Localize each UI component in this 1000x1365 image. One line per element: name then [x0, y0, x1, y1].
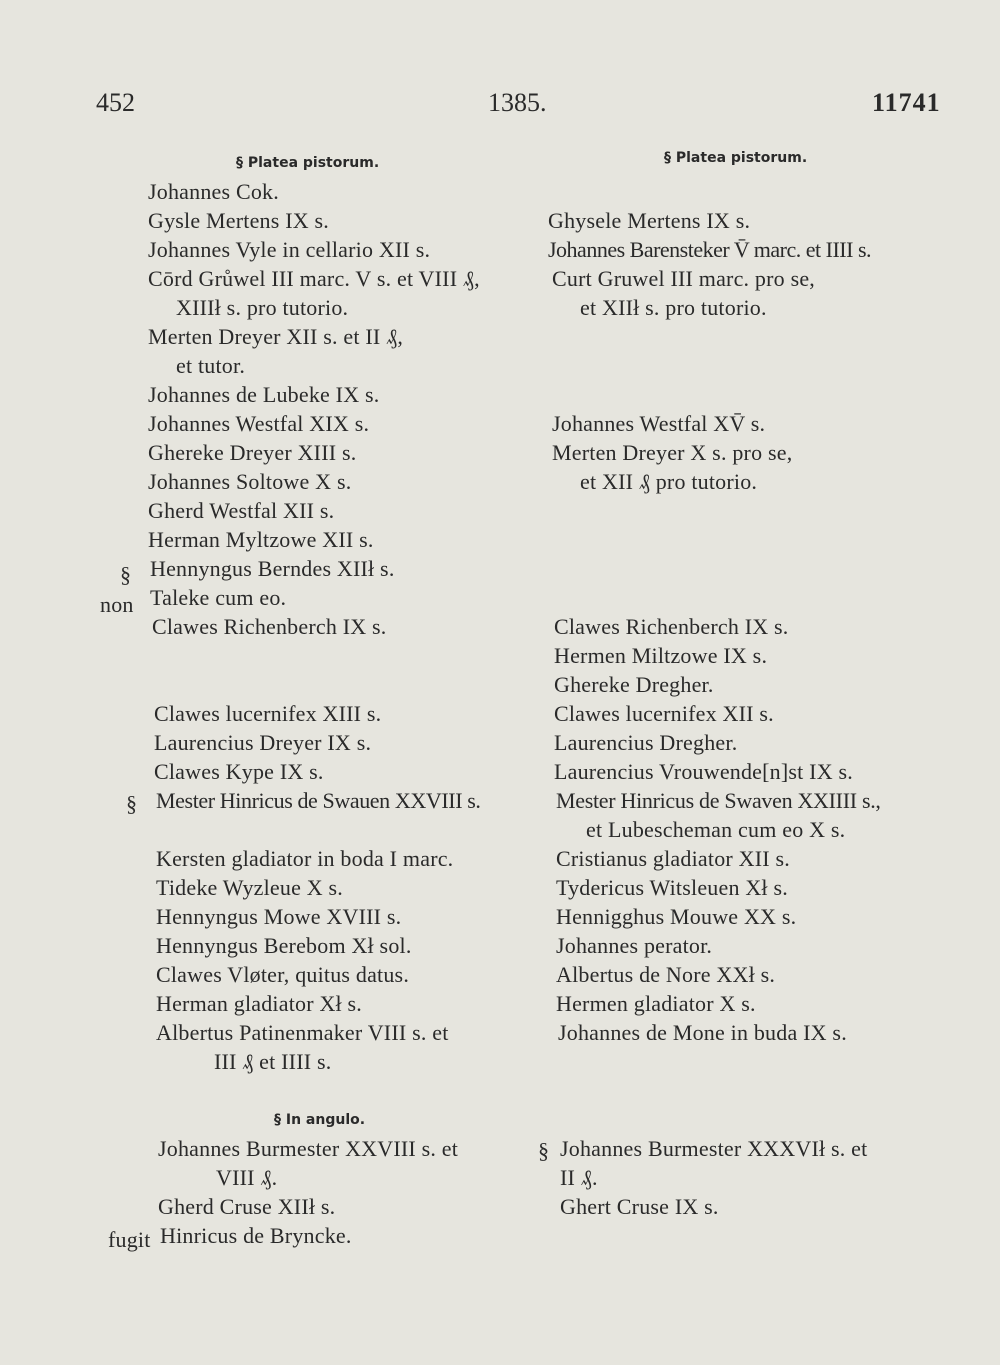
left-entry: et tutor.	[176, 353, 246, 378]
left-entry: Gherd Westfal XII s.	[148, 498, 335, 523]
section-heading-right: § Platea pistorum.	[664, 150, 808, 166]
left-entry: Laurencius Dreyer IX s.	[154, 730, 372, 755]
right-entry: Johannes Burmester XXXVIł s. et	[560, 1136, 868, 1161]
left-entry: Hennyngus Berndes XIIł s.	[150, 556, 395, 581]
left-entry: Merten Dreyer XII s. et II ₰,	[148, 324, 404, 349]
section-heading-in-angulo: § In angulo.	[274, 1112, 366, 1128]
left-entry: Tideke Wyzleue X s.	[156, 875, 344, 900]
left-entry: Clawes lucernifex XIII s.	[154, 701, 382, 726]
margin-mark-section: §	[120, 562, 132, 587]
left-entry: Hennyngus Berebom Xł sol.	[156, 933, 412, 958]
margin-mark-section: §	[126, 791, 138, 816]
left-entry: XIIIł s. pro tutorio.	[176, 295, 349, 320]
left-entry: Mester Hinricus de Swauen XXVIII s.	[156, 788, 481, 813]
right-entry: Johannes perator.	[556, 933, 713, 958]
left-entry: Gysle Mertens IX s.	[148, 208, 329, 233]
left-entry: Johannes Burmester XXVIII s. et	[158, 1136, 459, 1161]
right-entry: Clawes lucernifex XII s.	[554, 701, 774, 726]
right-entry: II ₰.	[560, 1165, 598, 1190]
left-entry: Herman Myltzowe XII s.	[148, 527, 374, 552]
right-entry: Johannes Barensteker V̄ marc. et IIII s.	[548, 237, 872, 262]
right-entry: Laurencius Dregher.	[554, 730, 738, 755]
right-entry: Tydericus Witsleuen Xł s.	[556, 875, 788, 900]
right-entry: Hennigghus Mouwe XX s.	[556, 904, 797, 929]
left-entry: Ghereke Dreyer XIII s.	[148, 440, 357, 465]
year-heading: 1385.	[488, 88, 547, 117]
right-entry: et XII ₰ pro tutorio.	[580, 469, 758, 494]
right-entry: Merten Dreyer X s. pro se,	[552, 440, 793, 465]
document-number: 11741	[872, 88, 941, 117]
left-entry: Johannes Vyle in cellario XII s.	[148, 237, 431, 262]
left-entry: Gherd Cruse XIIł s.	[158, 1194, 336, 1219]
page-number: 452	[96, 88, 135, 117]
right-entry: Hermen Miltzowe IX s.	[554, 643, 768, 668]
left-entry: Hennyngus Mowe XVIII s.	[156, 904, 402, 929]
left-entry: Kersten gladiator in boda I marc.	[156, 846, 454, 871]
right-entry: Curt Gruwel III marc. pro se,	[552, 266, 815, 291]
right-entry: et XIIł s. pro tutorio.	[580, 295, 767, 320]
left-entry: Clawes Richenberch IX s.	[152, 614, 387, 639]
left-entry: Johannes Soltowe X s.	[148, 469, 352, 494]
right-entry: Laurencius Vrouwende[n]st IX s.	[554, 759, 853, 784]
right-entry: Ghert Cruse IX s.	[560, 1194, 719, 1219]
right-entry: Albertus de Nore XXł s.	[556, 962, 776, 987]
right-entry: Mester Hinricus de Swaven XXIIII s.,	[556, 788, 881, 813]
left-entry: Hinricus de Bryncke.	[160, 1223, 352, 1248]
right-entry: Ghysele Mertens IX s.	[548, 208, 751, 233]
left-entry: Johannes de Lubeke IX s.	[148, 382, 380, 407]
margin-mark-section: §	[538, 1138, 550, 1163]
right-entry: Hermen gladiator X s.	[556, 991, 756, 1016]
section-heading-left: § Platea pistorum.	[236, 155, 380, 171]
margin-mark-non: non	[100, 592, 134, 617]
right-entry: et Lubescheman cum eo X s.	[586, 817, 846, 842]
left-entry: Albertus Patinenmaker VIII s. et	[156, 1020, 449, 1045]
left-entry: Taleke cum eo.	[150, 585, 287, 610]
left-entry: VIII ₰.	[216, 1165, 278, 1190]
left-entry: Johannes Cok.	[148, 179, 279, 204]
left-entry: Herman gladiator Xł s.	[156, 991, 363, 1016]
left-entry: Cōrd Grůwel III marc. V s. et VIII ₰,	[148, 266, 480, 291]
right-entry: Johannes Westfal XV̄ s.	[552, 411, 766, 436]
right-entry: Ghereke Dregher.	[554, 672, 714, 697]
left-entry: Clawes Vløter, quitus datus.	[156, 962, 410, 987]
right-entry: Johannes de Mone in buda IX s.	[558, 1020, 847, 1045]
right-entry: Clawes Richenberch IX s.	[554, 614, 789, 639]
left-entry: III ₰ et IIII s.	[214, 1049, 332, 1074]
left-entry: Johannes Westfal XIX s.	[148, 411, 370, 436]
margin-mark-fugit: fugit	[108, 1227, 151, 1252]
right-entry: Cristianus gladiator XII s.	[556, 846, 790, 871]
left-entry: Clawes Kype IX s.	[154, 759, 324, 784]
